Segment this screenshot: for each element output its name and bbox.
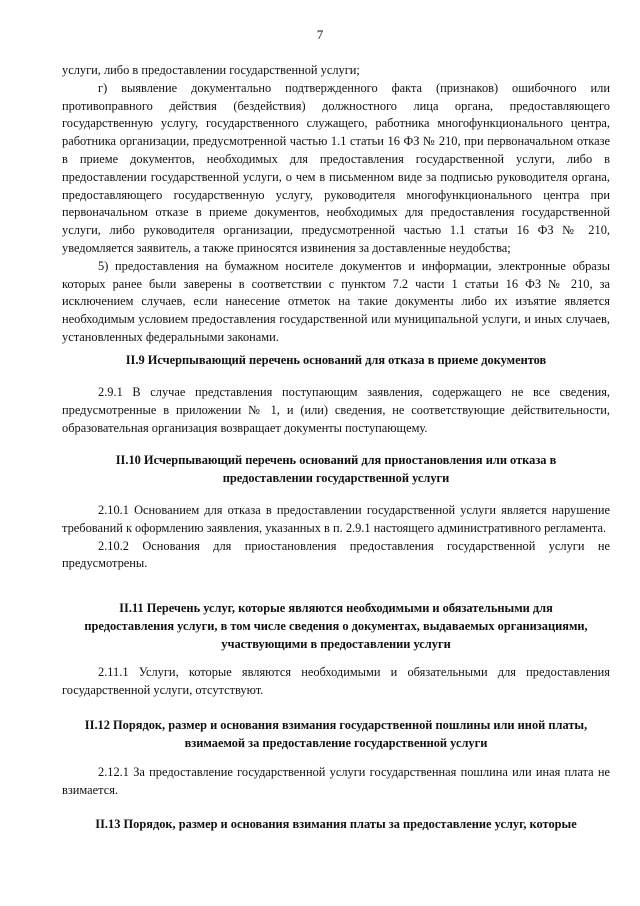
paragraph-item-g: г) выявление документально подтвержденного факта (признаков) ошибочного или противоправного действия (бездействия) должностного лица органа, предоставляющего государственную услугу, государственного служащего, работника многофункционального центра, работника организации, предусмотренной частью 1.1 статьи 16 ФЗ № 210, при первоначальном отказе в приеме документов, необходимых для предоставления государственной услуги, либо в предоставлении государственной услуги, о чем в письменном виде за подписью руководителя органа, предоставляющего государственную услугу, руководителя многофункционального центра при первоначальном отказе в приеме документов, необходимых для предоставления государственной услуги, либо руководителя организации, предусмотренной частью 1.1 статьи 16 ФЗ № 210, уведомляется заявитель, а также приносятся извинения за доставленные неудобства; bbox=[62, 80, 610, 255]
section-heading-2-10 bbox=[62, 452, 610, 488]
paragraph-2-10-1: 2.10.1 Основанием для отказа в предоставлении государственной услуги является нарушение требований к оформлению заявления, указанных в п. 2.9.1 настоящего административного регламента. bbox=[62, 503, 610, 535]
paragraph-item-5: 5) предоставления на бумажном носителе документов и информации, электронные образы которых ранее были заверены в соответствии с пунктом 7.2 части 1 статьи 16 ФЗ № 210, за исключением случаев, если нанесение отметок на такие документы либо их изъятие является необходимым условием предоставления государственной или муниципальной услуги, и иных случаев, установленных федеральными законами. bbox=[62, 258, 610, 344]
section-heading-2-9 bbox=[62, 352, 610, 370]
section-heading-2-11 bbox=[62, 600, 610, 653]
heading-line: участвующими в предоставлении услуги bbox=[221, 636, 451, 651]
paragraph-2-11-1: 2.11.1 Услуги, которые являются необходимыми и обязательными для предоставления государственной услуги, отсутствуют. bbox=[62, 665, 610, 697]
heading-line: II.10 Исчерпывающий перечень оснований для приостановления или отказа в bbox=[115, 453, 557, 467]
paragraph-continuation: услуги, либо в предоставлении государственной услуги; bbox=[62, 63, 360, 77]
section-body-2-9 bbox=[62, 384, 610, 437]
heading-line: предоставления услуги, в том числе сведения о документах, выдаваемых организациями, bbox=[84, 618, 588, 633]
paragraph-2-12-1: 2.12.1 За предоставление государственной услуги государственная пошлина или иная плата не взимается. bbox=[62, 765, 610, 797]
heading-line: II.13 Порядок, размер и основания взимания платы за предоставление услуг, которые bbox=[95, 817, 577, 831]
heading-line: взимаемой за предоставление государственной услуги bbox=[184, 735, 488, 750]
heading-line: II.9 Исчерпывающий перечень оснований для отказа в приеме документов bbox=[125, 353, 547, 367]
section-body-2-12 bbox=[62, 764, 610, 800]
section-heading-2-13 bbox=[62, 816, 610, 834]
heading-line: предоставлении государственной услуги bbox=[222, 470, 450, 485]
heading-line: II.12 Порядок, размер и основания взимания государственной пошлины или иной платы, bbox=[84, 718, 588, 732]
page-number: 7 bbox=[316, 27, 324, 42]
paragraph-2-10-2: 2.10.2 Основания для приостановления предоставления государственной услуги не предусмотрены. bbox=[62, 538, 610, 571]
section-body-2-11 bbox=[62, 664, 610, 700]
heading-line: II.11 Перечень услуг, которые являются необходимыми и обязательными для bbox=[119, 601, 553, 615]
section-body-2-10 bbox=[62, 502, 610, 573]
paragraph-2-9-1: 2.9.1 В случае представления поступающим заявления, содержащего не все сведения, предусмотренные в приложении № 1, и (или) сведения, не соответствующие действительности, образовательная организация возвращает документы поступающему. bbox=[62, 385, 610, 435]
section-heading-2-12 bbox=[62, 717, 610, 753]
top-text-block bbox=[62, 62, 610, 347]
